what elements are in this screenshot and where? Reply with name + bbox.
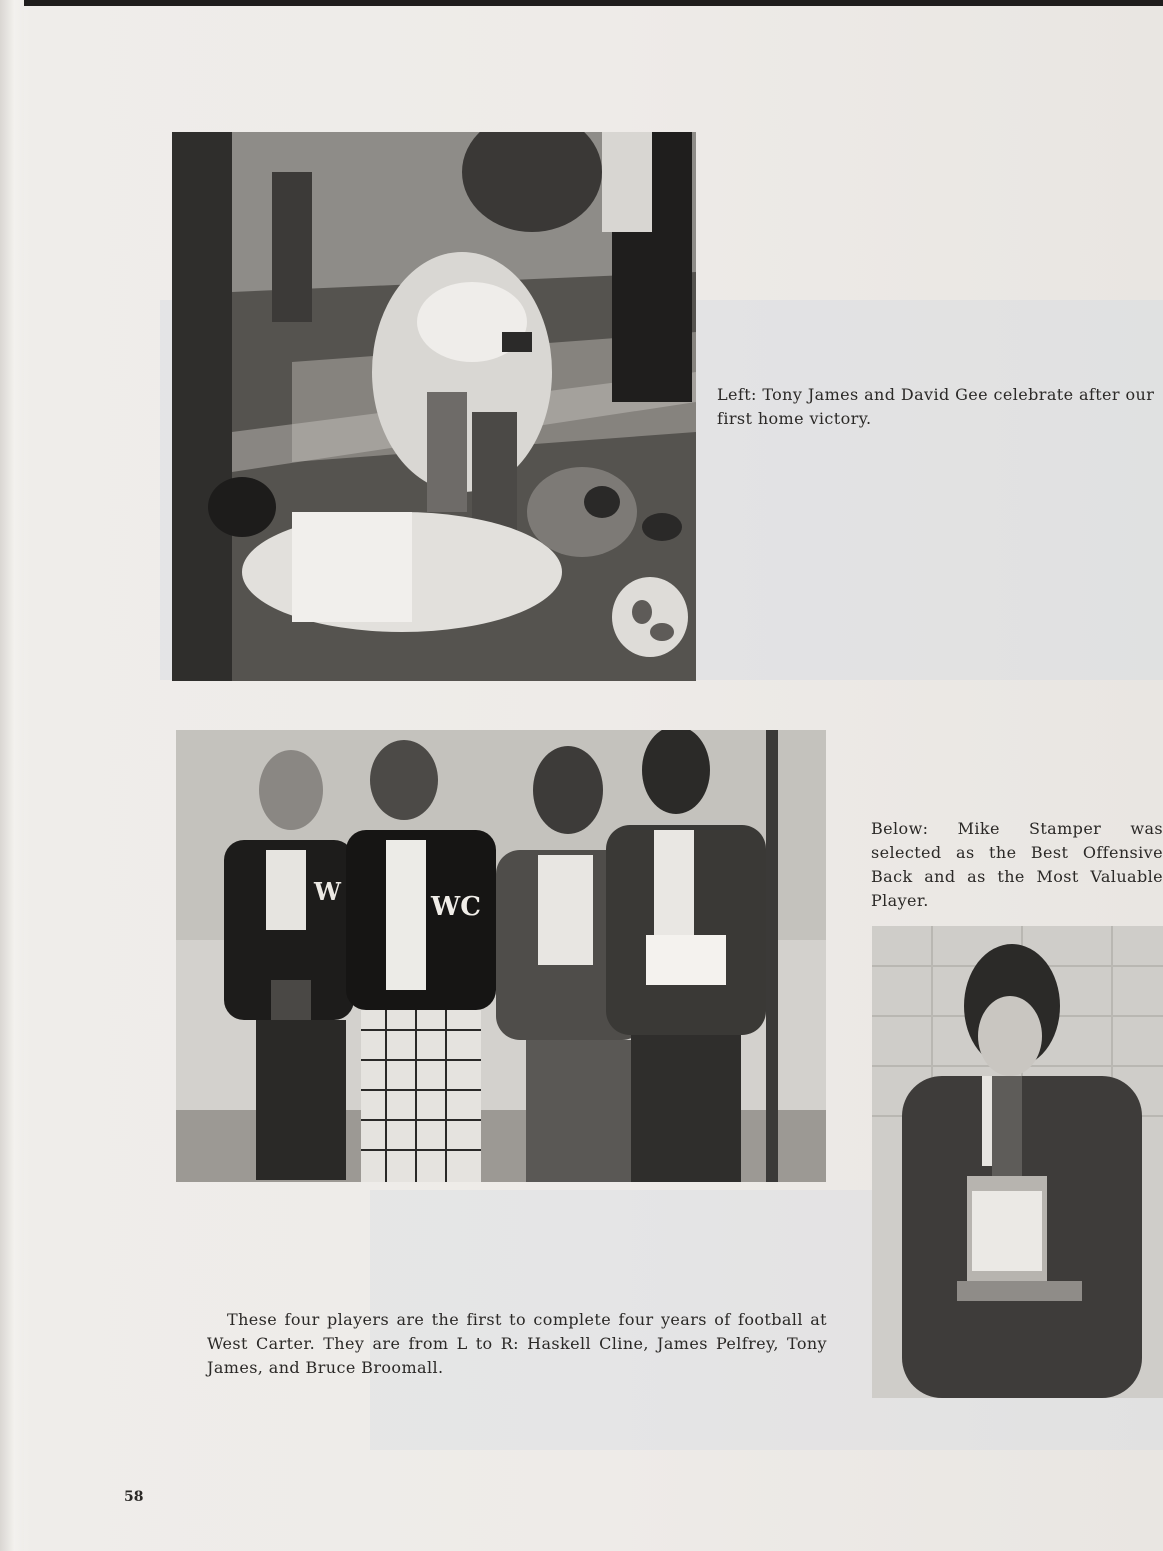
page-binding-shadow <box>0 0 24 1551</box>
mvp-caption: Below: Mike Stamper was selected as the Best Offensive Back and as the Most Valuable Player. <box>871 819 1163 910</box>
jacket-letter-w: W <box>314 877 341 906</box>
page-top-edge <box>0 0 1163 6</box>
celebration-caption: Left: Tony James and David Gee celebrate after our first home victory. <box>717 385 1155 428</box>
group-photo <box>176 730 826 1182</box>
mvp-photo <box>872 926 1163 1398</box>
jacket-letters-wc: WC <box>431 892 481 922</box>
page-number: 58 <box>124 1489 144 1505</box>
celebration-photo <box>172 132 696 681</box>
group-caption: These four players are the first to complete four years of football at West Carter. They are from L to R: Haskell Cline, James Pelfrey, Tony James, and Bruce Broomall. <box>207 1310 827 1377</box>
